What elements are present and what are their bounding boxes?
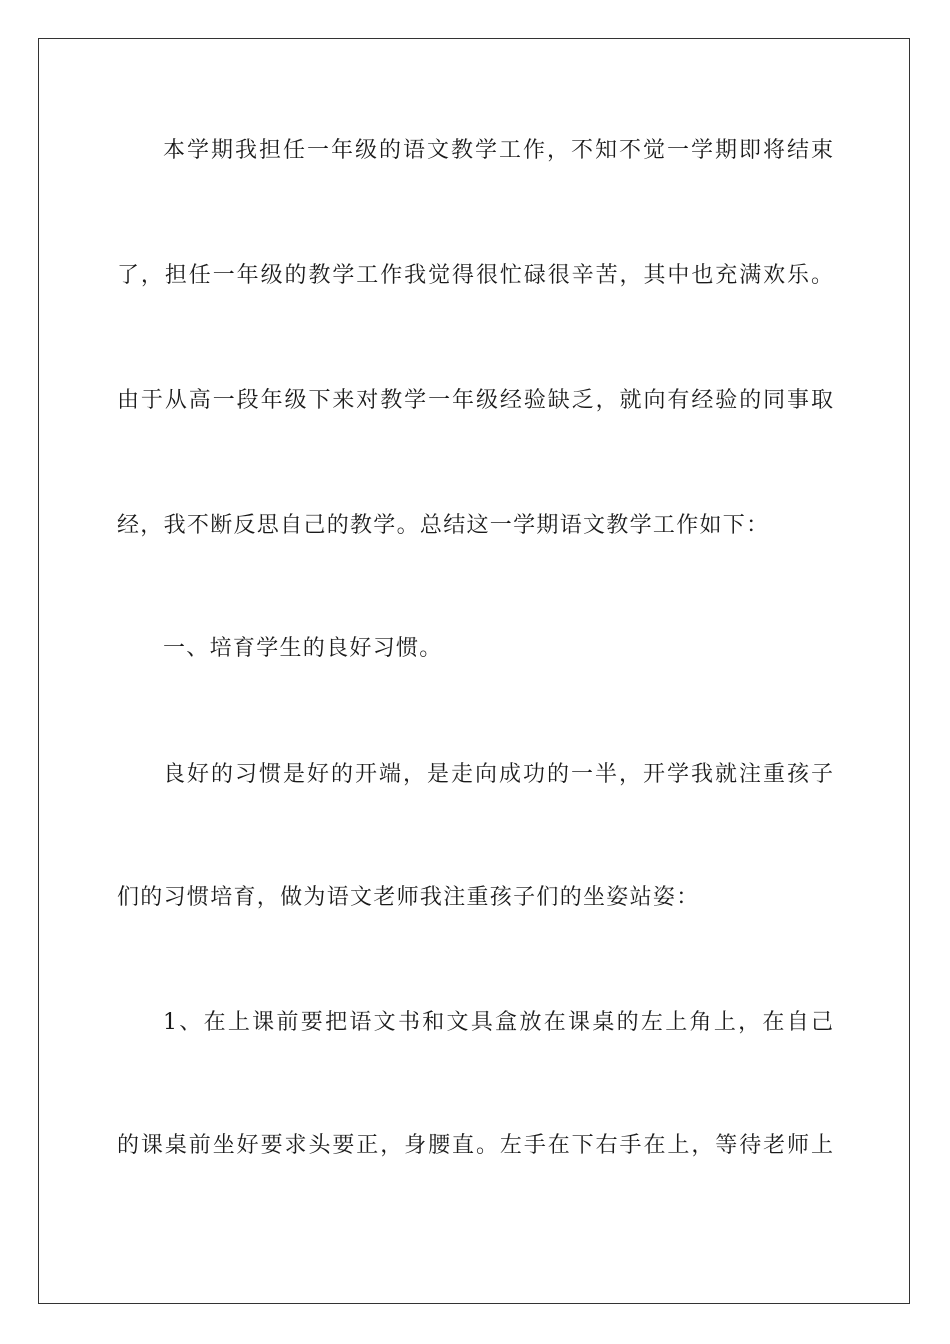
paragraph-1-line-2: 了，担任一年级的教学工作我觉得很忙碌很辛苦，其中也充满欢乐。 xyxy=(117,263,833,288)
paragraph-2-line-2: 们的习惯培育，做为语文老师我注重孩子们的坐姿站姿： xyxy=(117,885,700,910)
paragraph-2-line-1: 良好的习惯是好的开端，是走向成功的一半，开学我就注重孩子 xyxy=(163,762,833,787)
paragraph-1-line-3: 由于从高一段年级下来对教学一年级经验缺乏，就向有经验的同事取 xyxy=(117,388,833,413)
page-border xyxy=(38,38,910,1304)
list-item-1-line-2: 的课桌前坐好要求头要正，身腰直。左手在下右手在上，等待老师上 xyxy=(117,1133,833,1158)
paragraph-1-line-1: 本学期我担任一年级的语文教学工作，不知不觉一学期即将结束 xyxy=(163,138,833,163)
list-item-1-line-1: 1、在上课前要把语文书和文具盒放在课桌的左上角上，在自己 xyxy=(163,1010,833,1035)
paragraph-1-line-4: 经，我不断反思自己的教学。总结这一学期语文教学工作如下： xyxy=(117,513,770,538)
section-heading-1: 一、培育学生的良好习惯。 xyxy=(163,636,443,661)
